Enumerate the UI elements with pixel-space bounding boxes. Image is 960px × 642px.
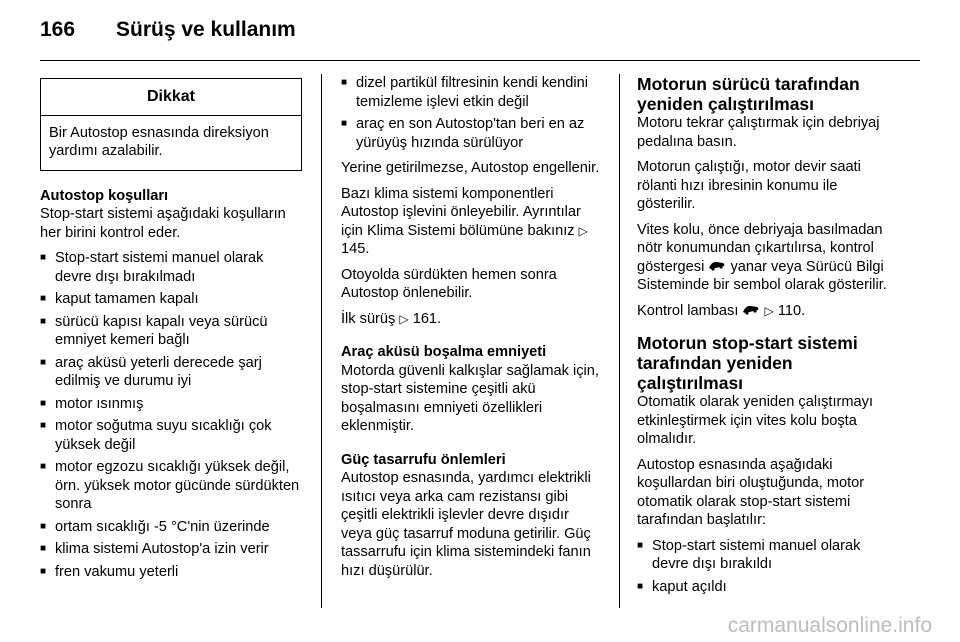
column-divider <box>321 74 322 608</box>
conditions-intro: Stop-start sistemi aşağıdaki koşulların her birini kontrol eder. <box>40 206 286 241</box>
paragraph: Otoyolda sürdükten hemen sonra Autostop önlenebilir. <box>341 266 557 301</box>
list-item: ■ ortam sıcaklığı -5 °C'nin üzerinde <box>40 518 302 537</box>
conditions-heading: Autostop koşulları <box>40 187 169 204</box>
page-reference[interactable]: 161. <box>412 310 442 327</box>
warning-box <box>40 78 302 171</box>
column-2 <box>341 74 603 587</box>
restart-conditions-list <box>637 537 899 597</box>
list-item: ■ sürücü kapısı kapalı veya sürücü emniyet kemeri bağlı <box>40 313 302 350</box>
list-item: ■ Stop-start sistemi manuel olarak devre dışı bırakılmadı <box>40 249 302 286</box>
power-heading: Güç tasarrufu önlemleri <box>341 451 506 468</box>
paragraph: İlk sürüş ▷ 161. <box>341 310 442 327</box>
triangle-arrow-icon: ▷ <box>764 303 774 318</box>
paragraph: Autostop esnasında aşağıdaki koşullardan biri oluştuğunda, motor otomatik olarak stop-start sistemi tarafından başlatılır: <box>637 456 865 528</box>
page-title: Sürüş ve kullanım <box>116 18 296 41</box>
conditions-list <box>40 249 302 581</box>
list-item: ■ motor egzozu sıcaklığı yüksek değil, örn. yüksek motor gücünde sürdükten sonra <box>40 458 302 514</box>
list-item: ■ fren vakumu yeterli <box>40 563 302 582</box>
page-number: 166 <box>40 18 76 41</box>
list-item: ■ araç aküsü yeterli derecede şarj edilmiş ve durumu iyi <box>40 354 302 391</box>
warning-text: Bir Autostop esnasında direksiyon yardımı azalabilir. <box>49 124 269 159</box>
paragraph: Motoru tekrar çalıştırmak için debriyaj pedalına basın. <box>637 115 880 150</box>
paragraph: Autostop esnasında, yardımcı elektrikli ısıtıcı veya arka cam rezistansı gibi çeşitli elektrikli işlevler devre dışıdır veya güç tasarruf moduna getirilir. Güç tassarrufu için klima sistemindeki fanın hızı düşürülür. <box>341 470 591 579</box>
car-skid-icon <box>742 302 760 321</box>
triangle-arrow-icon: ▷ <box>578 223 588 238</box>
page-reference[interactable]: 110. <box>777 302 806 319</box>
list-item: ■ Stop-start sistemi manuel olarak devre dışı bırakıldı <box>637 537 899 574</box>
paragraph: Yerine getirilmezse, Autostop engellenir. <box>341 160 600 176</box>
column-3 <box>637 74 899 603</box>
list-item: ■ araç en son Autostop'tan beri en az yürüyüş hızında sürülüyor <box>341 115 603 152</box>
list-item: ■ dizel partikül filtresinin kendi kendini temizleme işlevi etkin değil <box>341 74 603 111</box>
warning-title: Dikkat <box>41 79 301 116</box>
paragraph: Motorun çalıştığı, motor devir saati rölanti hızı ibresinin konumu ile gösterilir. <box>637 159 861 212</box>
triangle-arrow-icon: ▷ <box>399 311 409 326</box>
car-skid-icon <box>708 258 726 277</box>
paragraph: Motorda güvenli kalkışlar sağlamak için, stop-start sistemine çeşitli akü boşalmasını emniyeti özellikleri eklenmiştir. <box>341 362 599 434</box>
header-rule <box>40 60 920 61</box>
list-item: ■ klima sistemi Autostop'a izin verir <box>40 540 302 559</box>
list-item: ■ kaput açıldı <box>637 578 899 597</box>
watermark: carmanualsonline.info <box>727 614 932 637</box>
paragraph: Bazı klima sistemi komponentleri Autostop işlevini önleyebilir. Ayrıntılar için Klima Sistemi bölümüne bakınız ▷ 145. <box>341 185 588 257</box>
column-divider <box>619 74 620 608</box>
page-header <box>40 18 296 42</box>
paragraph: Kontrol lambası ▷ 110. <box>637 302 806 319</box>
list-item: ■ kaput tamamen kapalı <box>40 290 302 309</box>
paragraph: Vites kolu, önce debriyaja basılmadan nötr konumundan çıkartılırsa, kontrol göstergesi yanar veya Sürücü Bilgi Sisteminde bir sembol olarak gösterilir. <box>637 221 887 293</box>
list-item: ■ motor soğutma suyu sıcaklığı çok yüksek değil <box>40 417 302 454</box>
column-1 <box>40 78 302 588</box>
paragraph: Otomatik olarak yeniden çalıştırmayı etkinleştirmek için vites kolu boşta olmalıdır. <box>637 394 874 447</box>
conditions-list-continued <box>341 74 603 152</box>
section-heading: Motorun stop-start sistemi tarafından yeniden çalıştırılması <box>637 333 858 393</box>
list-item: ■ motor ısınmış <box>40 395 302 414</box>
page-reference[interactable]: 145. <box>341 241 370 257</box>
battery-heading: Araç aküsü boşalma emniyeti <box>341 344 547 360</box>
section-heading: Motorun sürücü tarafından yeniden çalıştırılması <box>637 74 860 114</box>
